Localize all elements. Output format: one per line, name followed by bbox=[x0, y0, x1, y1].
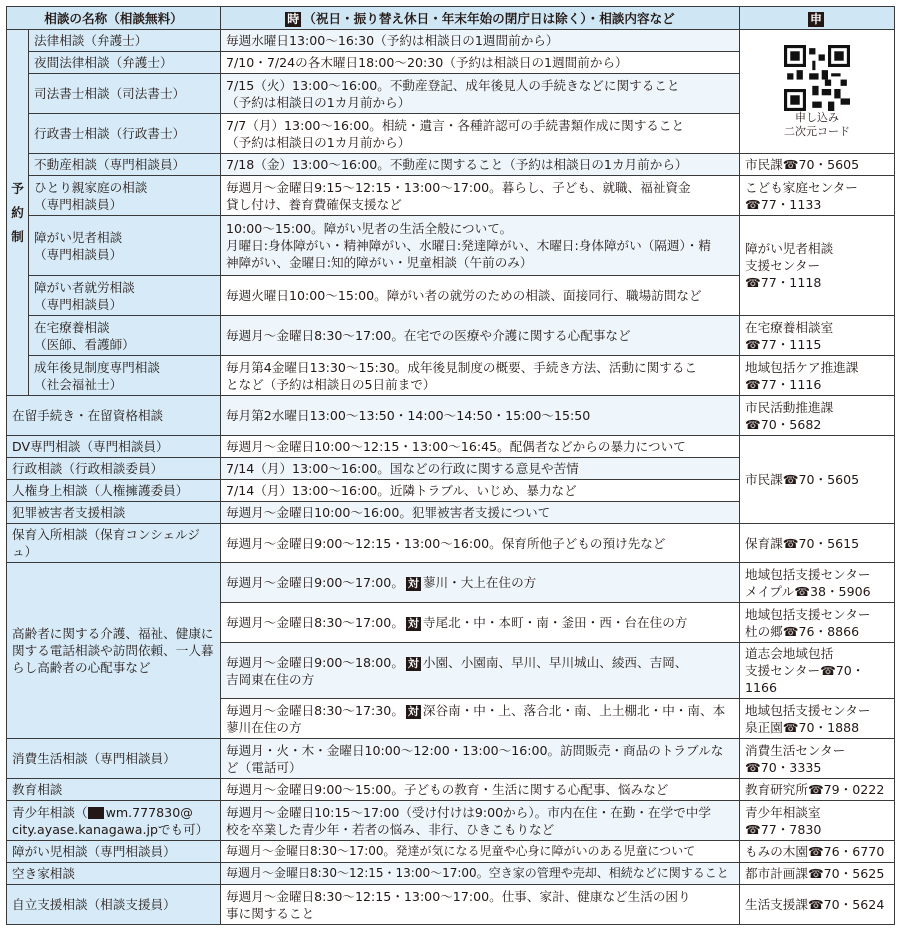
row-dept: 市民課☎70・5605 bbox=[740, 154, 895, 176]
target-badge: 対 bbox=[407, 704, 419, 718]
row-name: 消費生活相談（専門相談員） bbox=[7, 739, 221, 779]
row-content: 毎週月～金曜日8:30～17:00。在宅での医療や介護に関する心配事など bbox=[221, 316, 740, 356]
telephone-icon: ☎ bbox=[782, 719, 799, 735]
table-row bbox=[7, 154, 895, 176]
row-name: 夜間法律相談（弁護士） bbox=[29, 52, 221, 74]
row-dept: 生活支援課☎70・5624 bbox=[740, 885, 895, 925]
row-name: 空き家相談 bbox=[7, 863, 221, 885]
row-content: 毎週月～金曜日10:00～16:00。犯罪被害者支援について bbox=[221, 502, 740, 524]
table-row bbox=[7, 524, 895, 563]
table-row bbox=[7, 739, 895, 779]
row-content: 毎週月～金曜日9:00～18:00。 対 小園、小園南、早川、早川城山、綾西、吉岡、 吉岡東在住の方 bbox=[221, 643, 740, 699]
row-dept: 都市計画課☎70・5625 bbox=[740, 863, 895, 885]
row-content: 7/15（火）13:00～16:00。不動産登記、成年後見人の手続きなどに関すること （予約は相談日の1カ月前から） bbox=[221, 74, 740, 114]
row-name: 不動産相談（専門相談員） bbox=[29, 154, 221, 176]
row-content: 7/14（月）13:00～16:00。国などの行政に関する意見や苦情 bbox=[221, 458, 740, 480]
row-dept: 市民活動推進課 ☎70・5682 bbox=[740, 396, 895, 436]
row-name: 人権身上相談（人権擁護委員） bbox=[7, 480, 221, 502]
row-name: 青少年相談（ wm.777830@ city.ayase.kanagawa.jpでも可） bbox=[7, 801, 221, 841]
table-row bbox=[7, 176, 895, 216]
mail-icon bbox=[88, 807, 104, 819]
row-name: 在留手続き・在留資格相談 bbox=[7, 396, 221, 436]
row-name: 障がい者就労相談 （専門相談員） bbox=[29, 276, 221, 316]
row-name: 法律相談（弁護士） bbox=[29, 30, 221, 52]
row-dept: 教育研究所☎79・0222 bbox=[740, 779, 895, 801]
telephone-icon: ☎ bbox=[745, 196, 761, 212]
header-apply bbox=[740, 7, 895, 30]
table-row bbox=[7, 30, 895, 52]
row-dept: 在宅療養相談室 ☎77・1115 bbox=[740, 316, 895, 356]
row-name: 行政相談（行政相談委員） bbox=[7, 458, 221, 480]
row-name: 高齢者に関する介護、福祉、健康に関する電話相談や訪問依頼、一人暮らし高齢者の心配事など bbox=[7, 563, 221, 739]
row-name: DV専門相談（専門相談員） bbox=[7, 436, 221, 458]
row-dept: 市民課☎70・5605 bbox=[740, 436, 895, 524]
telephone-icon: ☎ bbox=[807, 897, 824, 912]
apply-badge: 申 bbox=[809, 11, 822, 26]
table-row bbox=[7, 316, 895, 356]
row-dept: もみの木園☎76・6770 bbox=[740, 841, 895, 863]
telephone-icon: ☎ bbox=[782, 157, 799, 172]
time-badge: 時 bbox=[287, 11, 300, 26]
row-dept: 青少年相談室 ☎77・7830 bbox=[740, 801, 895, 841]
telephone-icon: ☎ bbox=[745, 336, 761, 352]
table-row bbox=[7, 563, 895, 603]
row-content: 毎週月～金曜日9:00～12:15・13:00～16:00。保育所他子どもの預け先など bbox=[221, 524, 740, 563]
row-dept: 道志会地域包括 支援センター☎70・1166 bbox=[740, 643, 895, 699]
row-name: 在宅療養相談 （医師、看護師） bbox=[29, 316, 221, 356]
row-name: 犯罪被害者支援相談 bbox=[7, 502, 221, 524]
table-row bbox=[7, 396, 895, 436]
telephone-icon: ☎ bbox=[745, 821, 761, 837]
telephone-icon: ☎ bbox=[782, 535, 799, 551]
telephone-icon: ☎ bbox=[782, 472, 799, 487]
row-name: 司法書士相談（司法書士） bbox=[29, 74, 221, 114]
row-dept: 消費生活センター ☎70・3335 bbox=[740, 739, 895, 779]
row-content: 毎週月～金曜日10:15～17:00（受け付けは9:00から）。市内在住・在勤・在学で中学 校を卒業した青少年・若者の悩み、非行、ひきこもりなど bbox=[221, 801, 740, 841]
row-content: 毎月第4金曜日13:30～15:30。成年後見制度の概要、手続き方法、活動に関するこ となど（予約は相談日の5日前まで） bbox=[221, 356, 740, 396]
telephone-icon: ☎ bbox=[745, 759, 761, 775]
telephone-icon: ☎ bbox=[807, 866, 824, 881]
row-dept: 地域包括支援センター メイプル☎38・5906 bbox=[740, 563, 895, 603]
target-badge: 対 bbox=[407, 617, 419, 630]
row-name: 障がい児者相談 （専門相談員） bbox=[29, 216, 221, 276]
row-content: 毎週月～金曜日9:15～12:15・13:00～17:00。暮らし、子ども、就職、福祉資金 貸し付け、養育費確保支援など bbox=[221, 176, 740, 216]
row-content: 7/7（月）13:00～16:00。相続・遺言・各種許認可の手続書類作成に関すること （予約は相談日の1カ月前から） bbox=[221, 114, 740, 154]
telephone-icon: ☎ bbox=[820, 663, 836, 678]
row-content: 毎週水曜日13:00～16:30（予約は相談日の1週間前から） bbox=[221, 30, 740, 52]
row-dept: こども家庭センター ☎77・1133 bbox=[740, 176, 895, 216]
qr-code-icon[interactable] bbox=[784, 45, 850, 111]
row-dept: 障がい児者相談 支援センター ☎77・1118 bbox=[740, 216, 895, 316]
row-name: ひとり親家庭の相談 （専門相談員） bbox=[29, 176, 221, 216]
row-dept: 地域包括支援センター 杜の郷☎76・8866 bbox=[740, 603, 895, 643]
table-row bbox=[7, 356, 895, 396]
table-row bbox=[7, 885, 895, 925]
telephone-icon: ☎ bbox=[794, 583, 810, 599]
table-row bbox=[7, 216, 895, 276]
row-content: 毎週月～金曜日10:00～12:15・13:00～16:45。配偶者などからの暴力について bbox=[221, 436, 740, 458]
target-badge: 対 bbox=[407, 577, 419, 590]
row-name: 自立支援相談（相談支援員） bbox=[7, 885, 221, 925]
telephone-icon: ☎ bbox=[745, 275, 761, 290]
table-row bbox=[7, 863, 895, 885]
row-content: 毎週月～金曜日9:00～17:00。 対 蓼川・大上在住の方 bbox=[221, 563, 740, 603]
header-row bbox=[7, 7, 895, 30]
row-name: 行政書士相談（行政書士） bbox=[29, 114, 221, 154]
target-badge: 対 bbox=[407, 656, 419, 670]
row-name: 障がい児相談（専門相談員） bbox=[7, 841, 221, 863]
row-content: 10:00～15:00。障がい児者の生活全般について。 月曜日:身体障がい・精神障がい、水曜日:発達障がい、木曜日:身体障がい（隔週）・精 神障がい、金曜日:知的障がい・児童相談（午前のみ） bbox=[221, 216, 740, 276]
row-content: 毎週月～金曜日8:30～17:00。 対 寺尾北・中・本町・南・釜田・西・台在住の方 bbox=[221, 603, 740, 643]
row-content: 毎週月・火・木・金曜日10:00～12:00・13:00～16:00。訪問販売・商品のトラブルな ど（電話可） bbox=[221, 739, 740, 779]
telephone-icon: ☎ bbox=[782, 623, 799, 639]
table-row bbox=[7, 436, 895, 458]
row-content: 7/14（月）13:00～16:00。近隣トラブル、いじめ、暴力など bbox=[221, 480, 740, 502]
telephone-icon: ☎ bbox=[745, 416, 761, 432]
row-dept: 地域包括ケア推進課 ☎77・1116 bbox=[740, 356, 895, 396]
row-content: 毎週月～金曜日9:00～15:00。子どもの教育・生活に関する心配事、悩みなど bbox=[221, 779, 740, 801]
header-time: 時 （祝日・振り替え休日・年末年始の閉庁日は除く）・相談内容など bbox=[221, 7, 740, 30]
qr-cell bbox=[740, 30, 895, 154]
table-row bbox=[7, 801, 895, 841]
telephone-icon: ☎ bbox=[745, 376, 761, 392]
row-dept: 保育課☎70・5615 bbox=[740, 524, 895, 563]
row-name: 教育相談 bbox=[7, 779, 221, 801]
table-row bbox=[7, 779, 895, 801]
row-name: 成年後見制度専門相談 （社会福祉士） bbox=[29, 356, 221, 396]
youth-email-link[interactable]: wm.777830@ bbox=[105, 804, 193, 820]
header-name: 相談の名称（相談無料） bbox=[7, 7, 221, 30]
telephone-icon: ☎ bbox=[807, 782, 824, 797]
reservation-group-label: 予 約 制 bbox=[7, 30, 29, 396]
row-name: 保育入所相談（保育コンシェルジュ） bbox=[7, 524, 221, 563]
row-content: 毎週月～金曜日8:30～17:00。発達が気になる児童や心身に障がいのある児童について bbox=[221, 841, 740, 863]
row-content: 毎月第2水曜日13:00～13:50・14:00～14:50・15:00～15:50 bbox=[221, 396, 740, 436]
row-content: 毎週月～金曜日8:30～12:15・13:00～17:00。空き家の管理や売却、相続などに関すること bbox=[221, 863, 740, 885]
row-dept: 地域包括支援センター 泉正園☎70・1888 bbox=[740, 699, 895, 739]
row-content: 毎週月～金曜日8:30～17:30。 対 深谷南・中・上、落合北・南、上土棚北・中・南、本 蓼川在住の方 bbox=[221, 699, 740, 739]
row-content: 7/10・7/24の各木曜日18:00～20:30（予約は相談日の1週間前から） bbox=[221, 52, 740, 74]
qr-caption: 申し込み 二次元コード bbox=[784, 110, 850, 138]
row-content: 7/18（金）13:00～16:00。不動産に関すること（予約は相談日の1カ月前から） bbox=[221, 154, 740, 176]
telephone-icon: ☎ bbox=[807, 844, 824, 859]
consultation-table bbox=[6, 6, 895, 925]
row-content: 毎週月～金曜日8:30～12:15・13:00～17:00。仕事、家計、健康など生活の困り 事に関すること bbox=[221, 885, 740, 925]
table-row bbox=[7, 841, 895, 863]
row-content: 毎週火曜日10:00～15:00。障がい者の就労のための相談、面接同行、職場訪問など bbox=[221, 276, 740, 316]
